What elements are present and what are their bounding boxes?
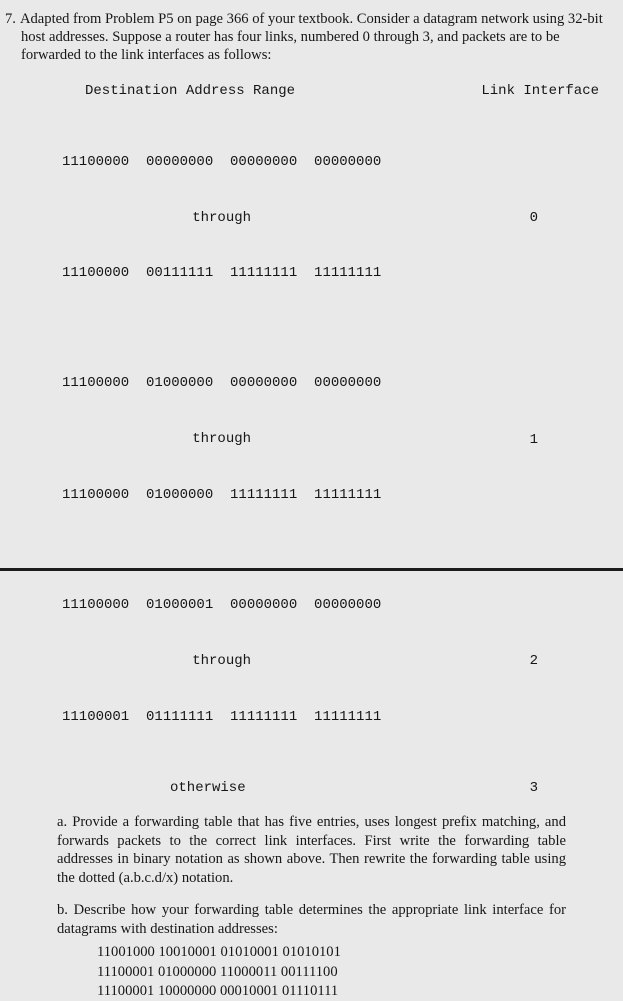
range-through-label: through [192, 209, 252, 226]
link-interface-value: 0 [529, 209, 538, 226]
part-b-text: b. Describe how your forwarding table determines the appropriate link interface for datagrams with destination addresses: [57, 902, 566, 937]
document-page [0, 10, 623, 999]
link-interface-value: 3 [529, 780, 538, 797]
range-end: 11100000 00111111 11111111 11111111 [62, 265, 382, 282]
range-group-0-addresses [62, 116, 381, 321]
destination-address: 11100001 01000000 11000011 00111100 [97, 963, 338, 980]
link-interface-value: 1 [529, 431, 538, 448]
problem-number: 7. [5, 11, 16, 27]
page-bottom-border [0, 568, 623, 571]
range-group-2 [0, 559, 623, 764]
range-through-label: through [192, 431, 252, 448]
otherwise-row [0, 780, 623, 796]
range-group-2-addresses [62, 559, 381, 764]
range-start: 11100000 01000000 00000000 00000000 [62, 375, 382, 392]
table-header-row [0, 83, 623, 99]
problem-intro-text: Adapted from Problem P5 on page 366 of your textbook. Consider a datagram network using 32-bit host addresses. Suppose a router has four links, numbered 0 through 3, and packets are to be forwarded to the link interfaces as follows: [19, 11, 603, 64]
range-end: 11100000 01000000 11111111 11111111 [62, 486, 382, 503]
range-through-label: through [192, 652, 252, 669]
range-group-1 [0, 337, 623, 542]
range-start: 11100000 01000001 00000000 00000000 [62, 596, 382, 613]
table-header-link-interface: Link Interface [481, 82, 599, 99]
table-header-destination: Destination Address Range [85, 82, 296, 99]
range-start: 11100000 00000000 00000000 00000000 [62, 153, 382, 170]
destination-address-list [97, 943, 623, 1001]
range-group-0 [0, 116, 623, 321]
part-a-text: a. Provide a forwarding table that has five entries, uses longest prefix matching, and forwards packets to the correct link interfaces. First write the forwarding table addresses in binary notation as shown above. Then rewrite the forwarding table using the dotted (a.b.c.d/x) notation. [57, 814, 566, 886]
range-group-1-addresses [62, 337, 381, 542]
problem-intro [5, 10, 615, 65]
destination-address: 11001000 10010001 01010001 01010101 [97, 944, 341, 961]
range-end: 11100001 01111111 11111111 11111111 [62, 708, 382, 725]
otherwise-label: otherwise [170, 780, 246, 797]
forwarding-range-table [0, 83, 623, 797]
destination-address: 11100001 10000000 00010001 01110111 [97, 982, 339, 999]
link-interface-value: 2 [529, 653, 538, 670]
